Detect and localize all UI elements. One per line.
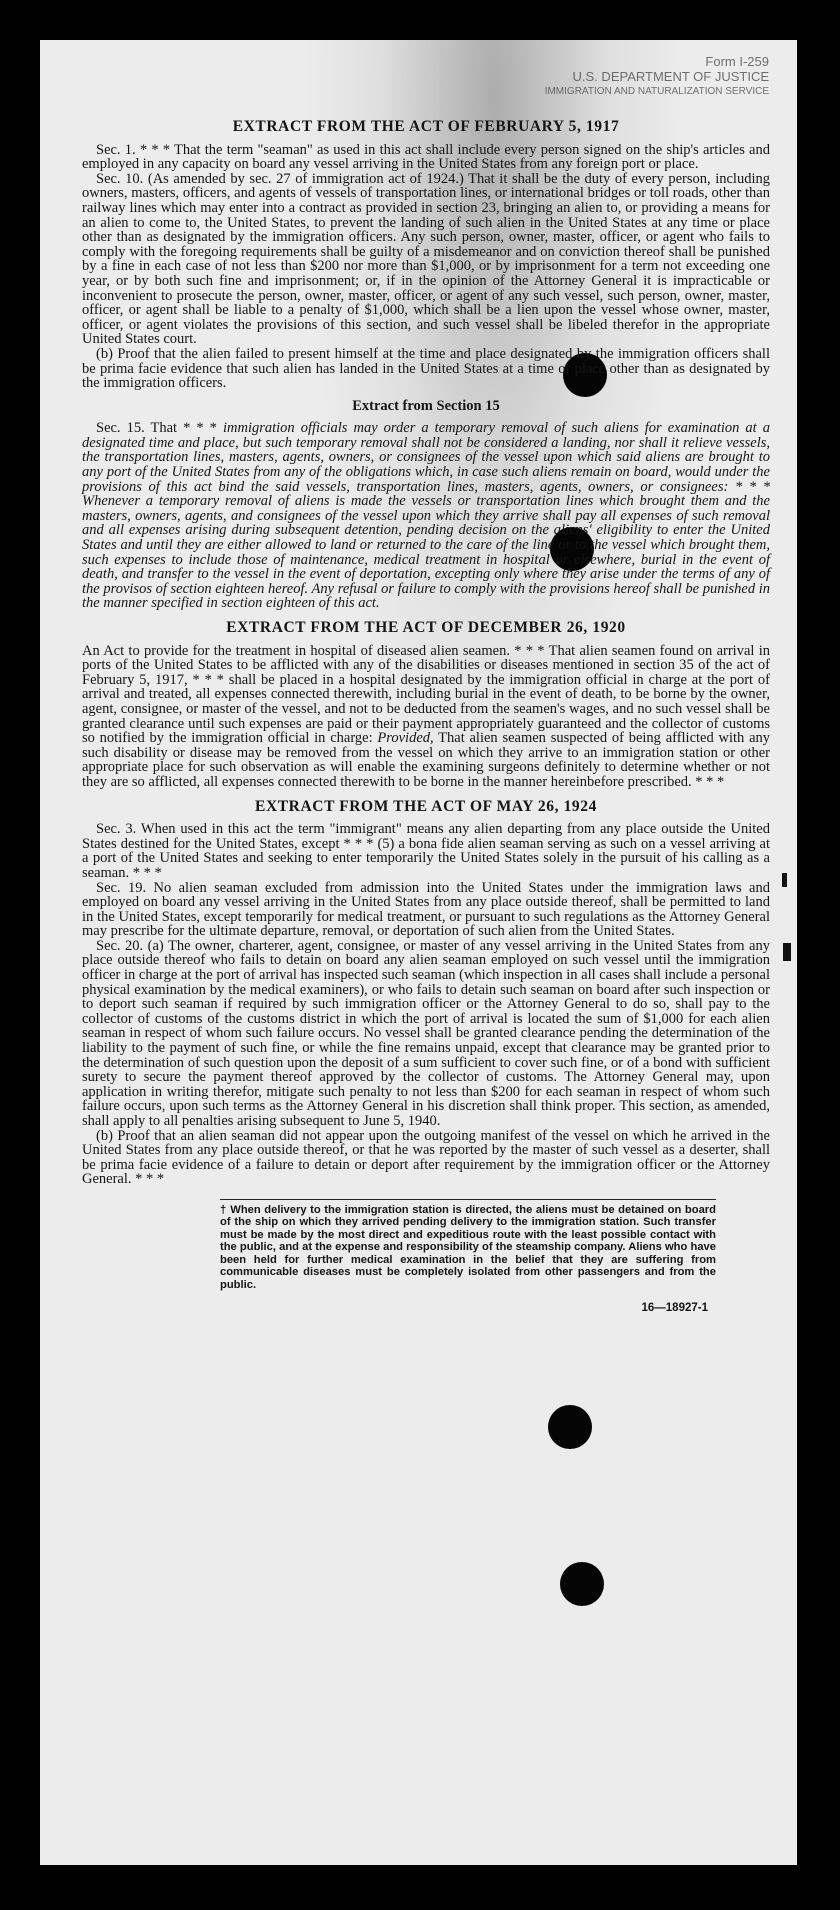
act-1920-tail: That alien seamen suspected of being afflicted with any such disability or disease may be removed from the vessel on which they arrive to an immigration station or other appropriate place for such observation as will enable the examining surgeons definitely to determine whether or not they are so afflicted, all expenses connected therewith to be borne in the manner hereinbefore prescribed. * * * [82, 730, 770, 790]
paragraph-sec-3: Sec. 3. When used in this act the term "immigrant" means any alien departing from any place outside the United States destined for the United States, except * * * (5) a bona fide alien seaman serving as such on a vessel arriving at a port of the United States and seeking to enter temporarily the United States solely in the pursuit of his calling as a seaman. * * * [82, 821, 770, 881]
section-title-section-15: Extract from Section 15 [352, 397, 500, 414]
sec-15-lead: Sec. 15. That * * * [96, 420, 223, 437]
footnote: † When delivery to the immigration station is directed, the aliens must be detained on board of the ship on which they arrived pending delivery to the immigration station. Such transfer must be made by the most direct and expeditious route with the least possible contact with the public, and at the expense and responsibility of the steamship company. Aliens who have been held for further medical examination in the belief that they are suffering from communicable diseases must be completely isolated from other passengers and from the public. [220, 1203, 716, 1291]
form-header [545, 54, 769, 99]
section-title-dec-1920: EXTRACT FROM THE ACT OF DECEMBER 26, 1920 [226, 619, 626, 636]
section-title-feb-1917: EXTRACT FROM THE ACT OF FEBRUARY 5, 1917 [232, 118, 620, 135]
section-title-may-1924: EXTRACT FROM THE ACT OF MAY 26, 1924 [255, 797, 597, 815]
punch-hole [560, 1562, 604, 1606]
paragraph-sec-1: Sec. 1. * * * That the term "seaman" as used in this act shall include every person signed on the ship's articles and employed in any capacity on board any vessel arriving in the United States from any foreign port or place. [82, 141, 770, 173]
bureau-name: IMMIGRATION AND NATURALIZATION SERVICE [544, 86, 769, 97]
paragraph-sec-15 [82, 421, 770, 611]
form-number-footer: 16—18927-1 [641, 1302, 708, 1315]
act-1920-provided: Provided, [377, 730, 434, 747]
document-body [82, 110, 770, 1316]
document-page [40, 40, 797, 1865]
footnote-divider [220, 1199, 716, 1200]
paragraph-sec-19: Sec. 19. No alien seaman excluded from admission into the United States under the immigration laws and employed on board any vessel arriving in the United States from any place outside thereof, shall be permitted to land in the United States, except temporarily for medical treatment, or pursuant to such regulations as the Attorney General may prescribe for the ultimate departure, removal, or deportation of such alien from the United States. [82, 879, 770, 940]
form-number-header: Form I-259 [705, 54, 769, 69]
punch-hole [548, 1405, 592, 1449]
paragraph-sec-20-b: (b) Proof that an alien seaman did not appear upon the outgoing manifest of the vessel on which he arrived in the United States from any place outside thereof, or that he was reported by the master of such vessel as a deserter, shall be prima facie evidence of a failure to detain or deport after requirement by the immigration officer or the Attorney General. * * * [82, 1127, 770, 1188]
act-1920-lead: An Act to provide for the treatment in hospital of diseased alien seamen. * * * That alien seamen found on arrival in ports of the United States to be afflicted with any of the disabilities or diseases mentioned in section 35 of the act of February 5, 1917, * * * shall be placed in a hospital designated by the immigration official in charge at the port of arrival and treated, all expenses connected therewith, including burial in the event of death, to be borne by the owner, agent, consignee, or master of the vessel, and not to be deducted from the seamen's wages, and no such vessel shall be granted clearance until such expenses are paid or their payment appropriately guaranteed and the collector of customs so notified by the immigration official in charge: [82, 642, 770, 747]
paragraph-sec-20-a: Sec. 20. (a) The owner, charterer, agent, consignee, or master of any vessel arriving in the United States from any place outside thereof who fails to detain on board any alien seaman employed on such vessel until the immigration officer in charge at the port of arrival has inspected such seaman (which inspection in all cases shall include a personal physical examination by the medical examiners), or who fails to detain such seaman on board after such inspection or to deport such seaman if required by such immigration officer or the Attorney General to do so, shall pay to the collector of customs of the customs district in which the port of arrival is located the sum of $1,000 for each alien seaman in respect of whom such failure occurs. No vessel shall be granted clearance pending the determination of the liability to the payment of such fine, or while the fine remains unpaid, except that clearance may be granted prior to the determination of such question upon the deposit of a sum sufficient to cover such fine, or of a bond with sufficient surety to secure the payment thereof approved by the collector of customs. The Attorney General may, upon application in writing therefor, mitigate such penalty to not less than $200 for each seaman in respect of whom such failure occurs, upon such terms as the Attorney General in his discretion shall think proper. This section, as amended, shall apply to all penalties arising subsequent to June 5, 1940. [82, 937, 770, 1129]
department-name: U.S. DEPARTMENT OF JUSTICE [572, 69, 769, 84]
paragraph-act-1920 [82, 644, 770, 790]
paragraph-sec-10-b: (b) Proof that the alien failed to present himself at the time and place designated by the immigration officers shall be prima facie evidence that such alien has landed in the United States at a time or place other than as designated by the immigration officers. [82, 345, 770, 392]
sec-15-italic-text: immigration officials may order a temporary removal of such aliens for examination at a designated time and place, but such temporary removal shall not be considered a landing, nor shall it relieve vessels, the transportation lines, masters, agents, owners, or consignees of the vessel upon which said aliens are brought to any port of the United States from any of the obligations which, in case such aliens remain on board, would under the provisions of this act bind the said vessels, transportation lines, masters, agents, owners, or consignees: * * * Whenever a temporary removal of aliens is made the vessels or transportation lines which brought them and the masters, owners, agents, and consignees of the vessel upon which they arrive shall pay all expenses of such removal and all expenses arising during subsequent detention, pending decision on the aliens' eligibility to enter the United States and until they are either allowed to land or returned to the care of the line or to the vessel which brought them, such expenses to include those of maintenance, medical treatment in hospital or elsewhere, burial in the event of death, and transfer to the vessel in the event of deportation, excepting only where they arise under the terms of any of the provisos of section eighteen hereof. Any refusal or failure to comply with the provisions hereof shall be punished in the manner specified in section eighteen of this act. [82, 420, 770, 612]
scan-mark [783, 943, 791, 961]
paragraph-sec-10: Sec. 10. (As amended by sec. 27 of immigration act of 1924.) That it shall be the duty of every person, including owners, masters, officers, and agents of vessels of transportation lines, or international bridges or toll roads, other than railway lines which may enter into a contract as provided in section 23, bringing an alien to, or providing a means for an alien to come to, the United States, to prevent the landing of such alien in the United States at any time or place other than as designated by the immigration officers. Any such person, owner, master, officer, or agent who fails to comply with the foregoing requirements shall be guilty of a misdemeanor and on conviction thereof shall be punished by a fine in each case of not less than $200 nor more than $1,000, or by imprisonment for a term not exceeding one year, or by both such fine and imprisonment; or, if in the opinion of the Attorney General it is impracticable or inconvenient to prosecute the person, owner, master, officer, or agent of any such vessel, such person, owner, master, officer, or agent shall be liable to a penalty of $1,000, which shall be a lien upon the vessel whose owner, master, officer, or agent violates the provisions of this section, and such vessel shall be libeled therefor in the appropriate United States court. [82, 170, 770, 348]
scan-mark [782, 873, 787, 887]
